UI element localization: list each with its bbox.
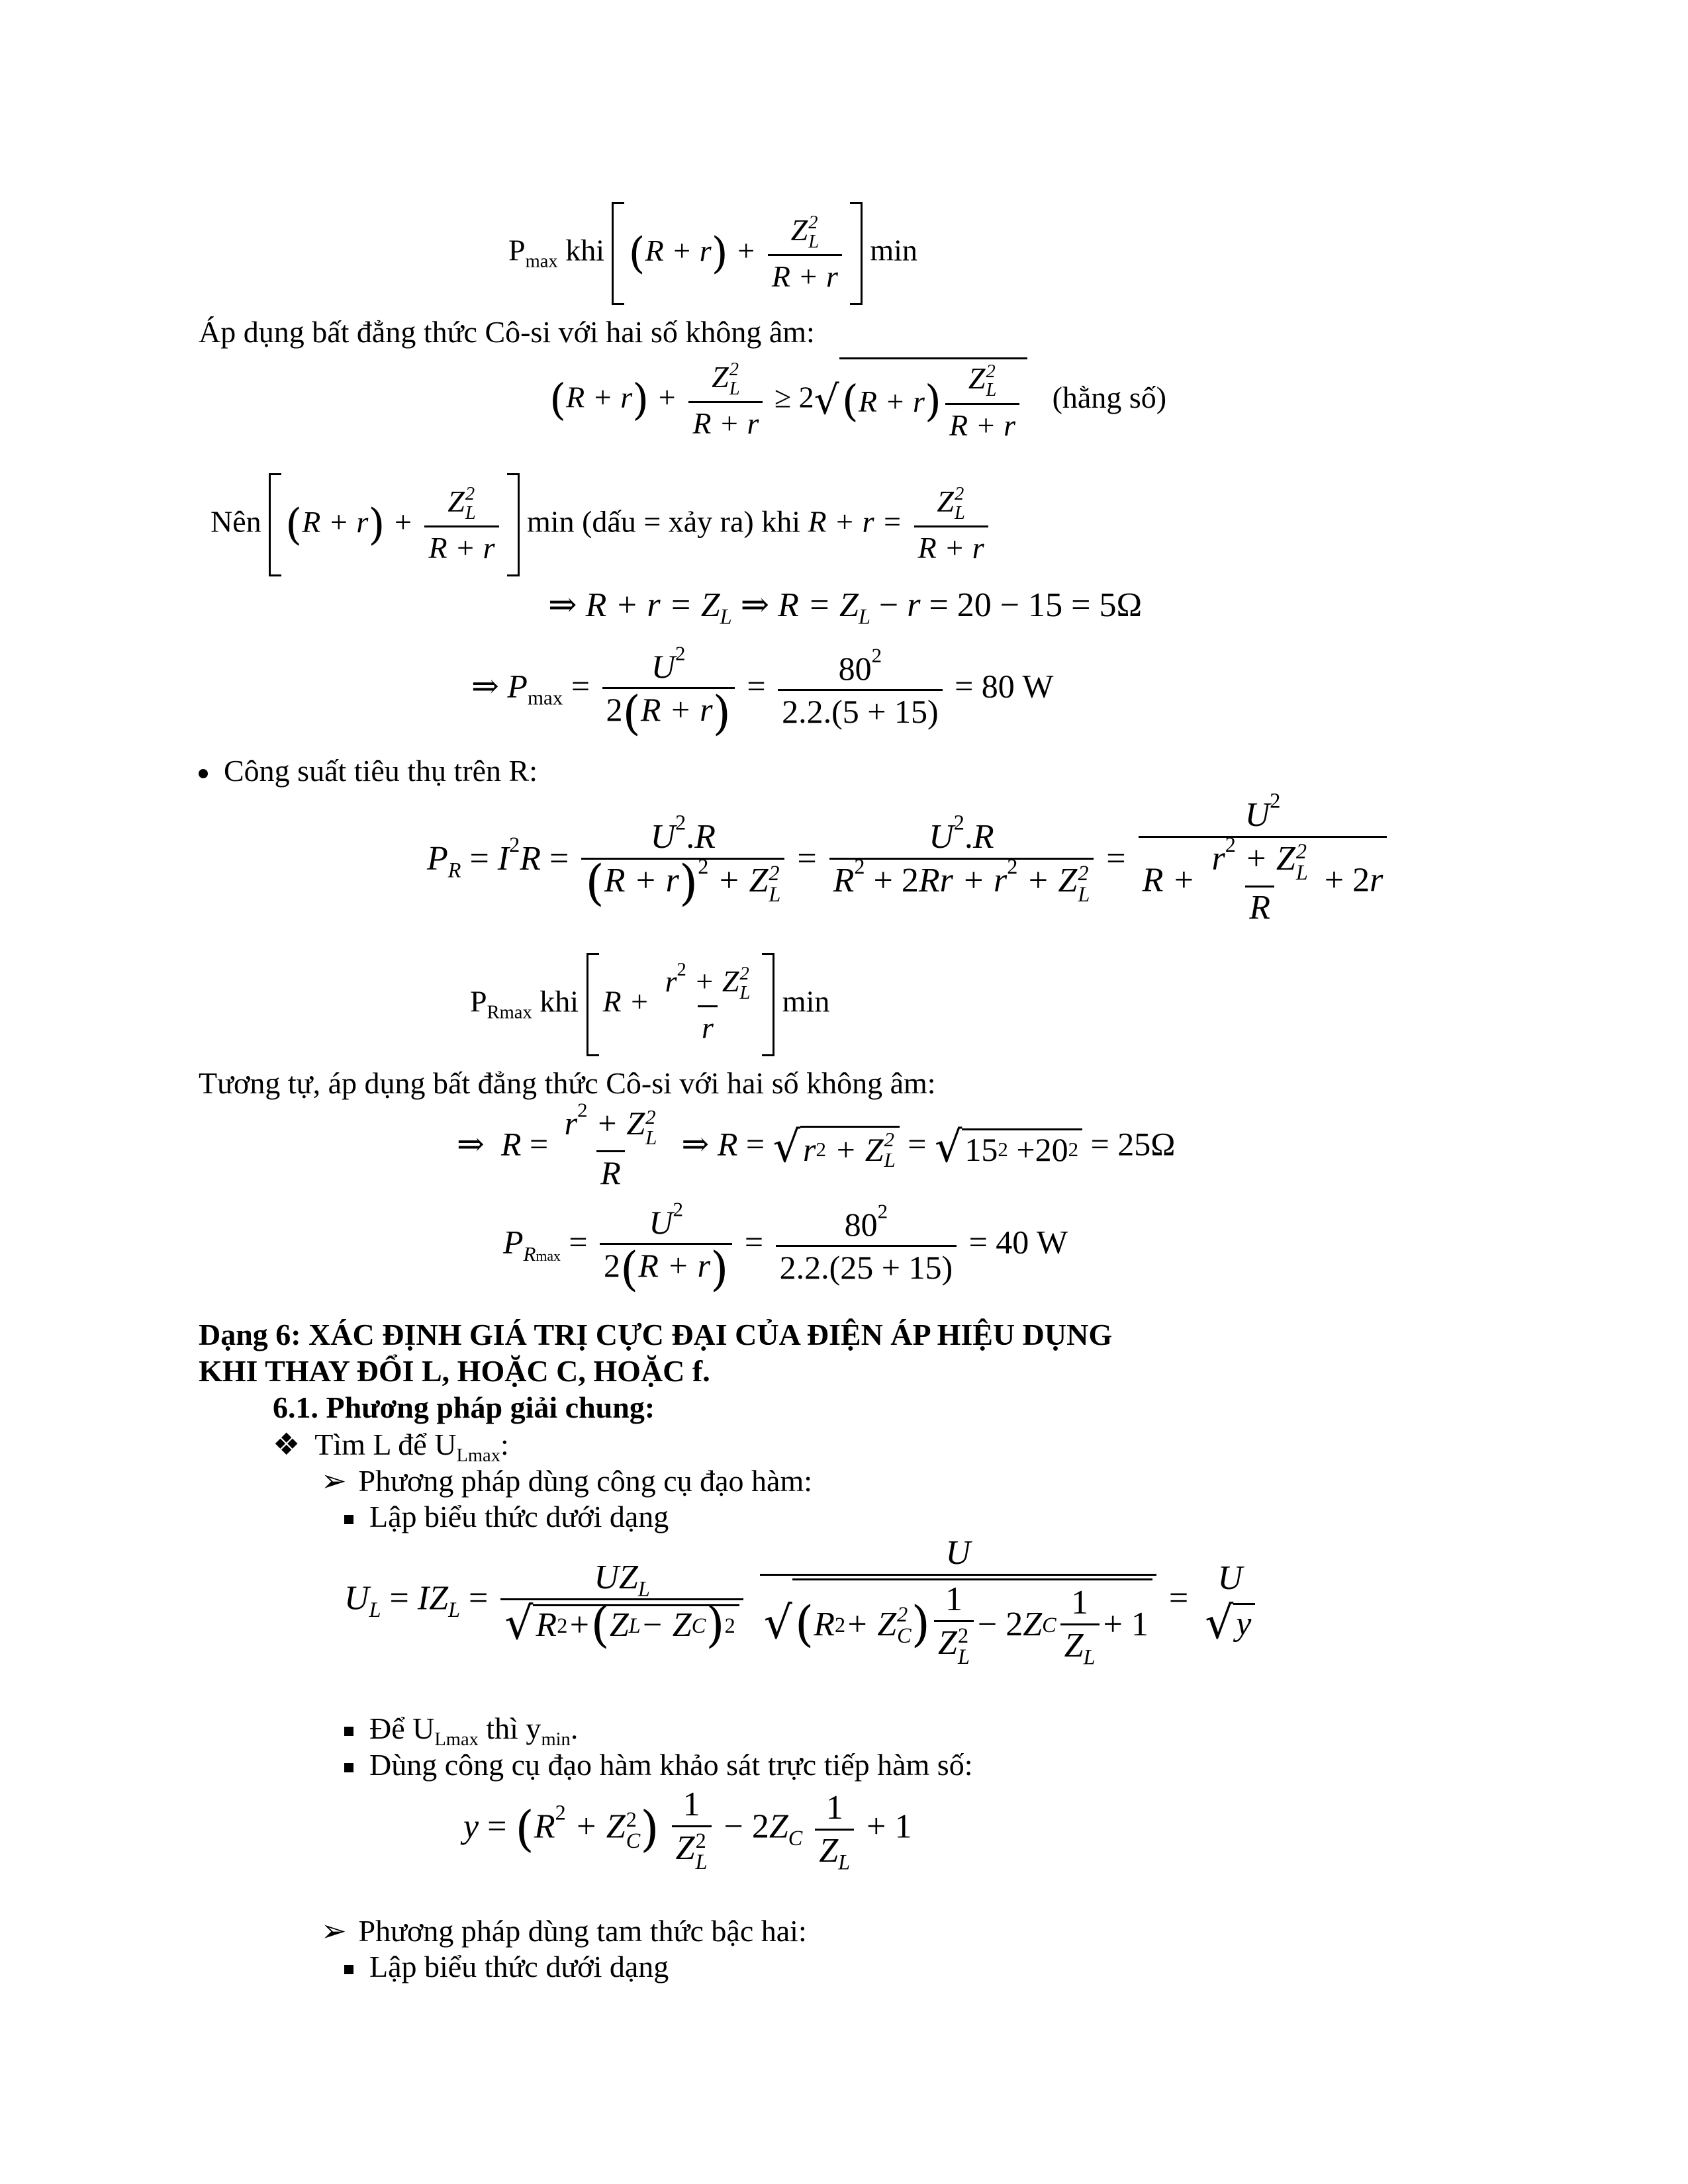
pmax-khi: khi [565,233,604,267]
ul-equation: $U_L = IZ_L$ = $UZ_L$ √ R 2 + ( Z L − Z C ) 2 U √ ( R 2 + Z 2 C ) 1 Z 2 L − 2 Z C $\frac{1}{Z_L}$ + 1 = U √ y [344,1535,1263,1667]
pmax-result: = 80 W [955,667,1054,705]
nen-label: Nên [211,504,261,539]
lap-bieu-thuc-item-2: Lập biểu thức dưới dạng [344,1949,669,1985]
prmax-calc: $P_{Rmax}$ = $\frac{U^2}{2(R + r)}$ = $\frac{80^2}{2.2.(25 + 15)}$ = 40 W [503,1197,1068,1297]
pmax-P: P [508,233,526,267]
section-6-1: 6.1. Phương pháp giải chung: [273,1390,655,1424]
square-bullet-icon [344,1515,353,1524]
dang6-heading-2: KHI THAY ĐỔI L, HOẶC C, HOẶC f. [199,1354,710,1388]
pp-tam-thuc-item: ➢ Phương pháp dùng tam thức bậc hai: [321,1913,807,1948]
diamond-star-icon: ❖ [273,1426,301,1462]
pmax-sub: max [525,251,558,272]
tuong-tu-text: Tương tự, áp dụng bất đẳng thức Cô-si với hai số không âm: [199,1066,936,1100]
r-equation: ⇒ $R + r = Z_L$ ⇒ $R = Z_L - r = 20 - 15 = 5\Omega$ [548,586,1143,629]
square-bullet-icon [344,1763,353,1772]
sqrt-product: √ ( R + r ) Z 2 L R + r [814,357,1027,443]
bullet-icon [199,769,208,778]
hang-so: (hằng số) [1052,380,1167,414]
tim-L-item: ❖ Tìm L để $U_{Lmax}$: [273,1426,509,1466]
pp-dao-ham-item: ➢ Phương pháp dùng công cụ đạo hàm: [321,1463,813,1498]
lap-bieu-thuc-item: Lập biểu thức dưới dạng [344,1499,669,1535]
bullet-cong-suat: Công suất tiêu thụ trên R: [199,753,538,789]
pr-equation: $P_R = I^2R$ = $U^2.R$ $(R + r)^2 + Z$ 2 L = $U^2.R$ $R^2 + 2Rr + r^2 + Z$ 2 L = $U^2$ R + $r^2 + Z$ 2 L R + 2r [427,797,1391,926]
pmax-calc: ⇒ $P_{max}$ = $\frac{U^2}{2(R + r)}$ = $\frac{80^2}{2.2.(5 + 15)}$ = 80 W [471,641,1054,741]
r-25-equation: ⇒ R = $r^2 + Z$ 2 L R ⇒ R = √ r 2 + Z 2 L = √ 15 2 + 20 2 = 25Ω [457,1098,1176,1191]
y-equation: $y = (R^2 + Z$ 2 C ) 1 Z 2 L − $2Z_C$ $\frac{1}{Z_L}$ + 1 [463,1786,912,1874]
fraction-zl2-over-rr: Z 2 L R + r [768,212,842,295]
bracket-right [850,202,863,305]
nen-line: Nên (R + r) + Z 2 L R + r min (dấu = xảy ra) khi R + r = Z 2 L R + r [211,473,992,576]
pmax-condition: $P_{max}$ khi (R + r) + Z 2 L R + r min [508,202,917,305]
min-dau-label: min (dấu = xảy ra) khi [527,504,801,539]
bracket-left [612,202,624,305]
arrowhead-icon: ➢ [321,1463,347,1498]
arrowhead-icon: ➢ [321,1913,347,1948]
square-bullet-icon [344,1965,353,1974]
dang6-heading-1: Dạng 6: XÁC ĐỊNH GIÁ TRỊ CỰC ĐẠI CỦA ĐIỆN ÁP HIỆU DỤNG [199,1318,1113,1351]
prmax-condition: $P_{Rmax}$ khi R + $r^2 + Z$ 2 L r min [470,953,829,1056]
min-label: min [870,233,917,267]
cosi-inequality: (R + r) + Z 2 L R + r ≥ 2 √ ( R + r ) Z 2 L R + r (hằng số) [549,357,1166,443]
apply-cosi-text: Áp dụng bất đẳng thức Cô-si với hai số không âm: [199,315,815,349]
de-ulmax-item: Để $U_{Lmax}$ thì $y_{min}$. [344,1711,578,1747]
dung-dao-ham-item: Dùng công cụ đạo hàm khảo sát trực tiếp hàm số: [344,1747,973,1783]
square-bullet-icon [344,1727,353,1736]
